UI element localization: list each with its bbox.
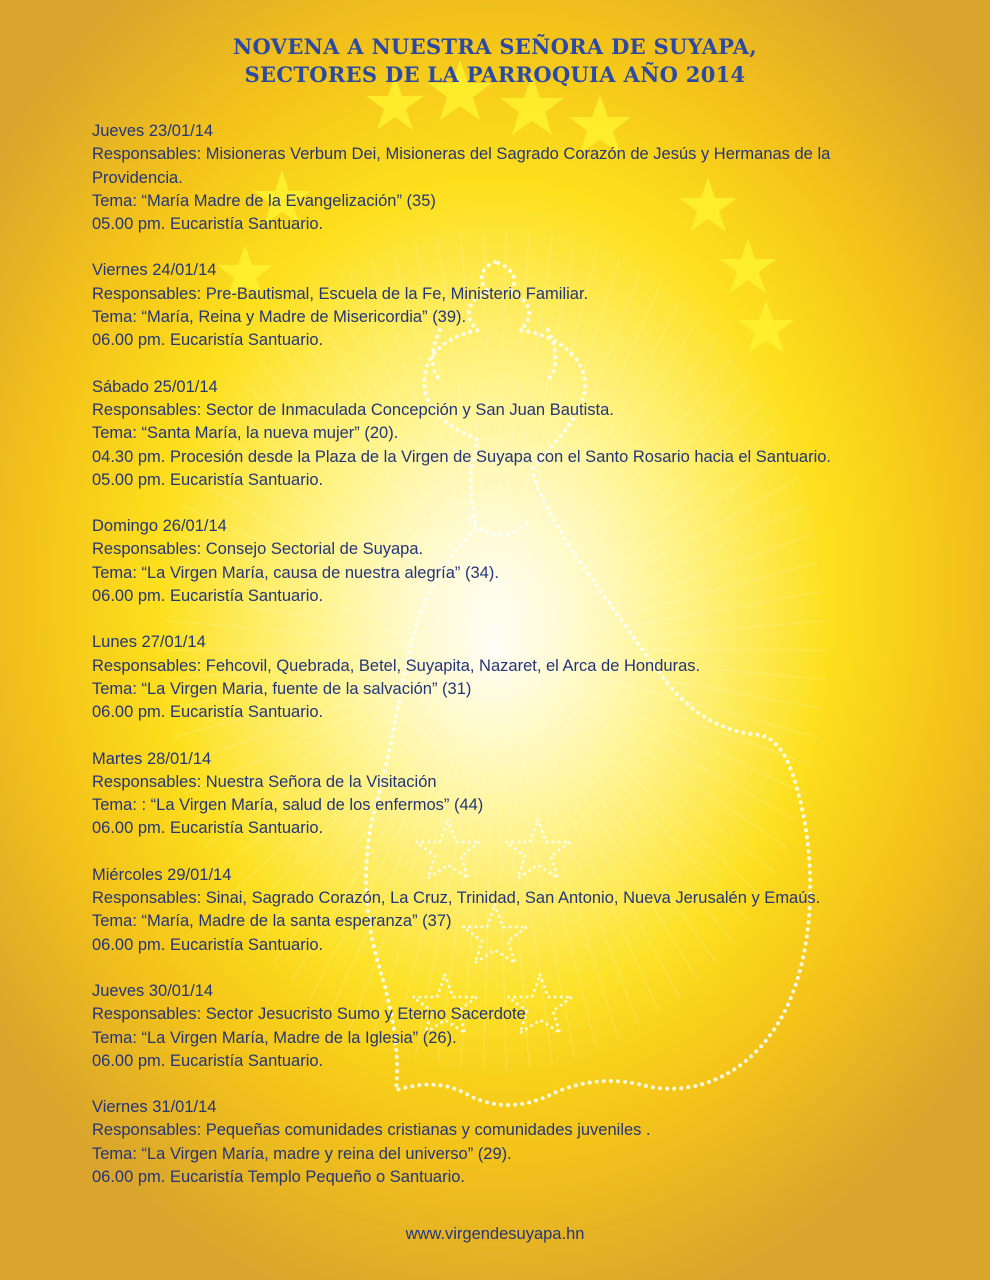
entry-line: Tema: “María Madre de la Evangelización” (35) (92, 191, 436, 210)
entry-line: Tema: “La Virgen María, Madre de la Iglesia” (26). (92, 1028, 457, 1047)
schedule-entry (92, 515, 912, 608)
entry-date: Jueves 23/01/14 (92, 122, 214, 140)
entry-line: Tema: “La Virgen María, madre y reina del universo” (29). (92, 1144, 512, 1163)
entry-line: 06.00 pm. Eucaristía Templo Pequeño o Santuario. (92, 1167, 466, 1186)
entry-line: Responsables: Sector de Inmaculada Concepción y San Juan Bautista. (92, 400, 614, 419)
title-line-1: NOVENA A NUESTRA SEÑORA DE SUYAPA, (233, 34, 757, 59)
entry-date: Viernes 31/01/14 (92, 1098, 217, 1117)
entry-line: Tema: “María, Reina y Madre de Misericordia” (39). (92, 308, 467, 327)
entry-line: 06.00 pm. Eucaristía Santuario. (92, 935, 324, 954)
schedule-entry (92, 980, 912, 1073)
entry-line: 06.00 pm. Eucaristía Santuario. (92, 587, 324, 606)
entry-line: Responsables: Sinai, Sagrado Corazón, La Cruz, Trinidad, San Antonio, Nueva Jerusalén y Emaús. (92, 889, 821, 908)
entry-date: Sábado 25/01/14 (92, 377, 218, 396)
schedule-entry (92, 864, 912, 957)
entry-line: Providencia. (92, 168, 183, 187)
entry-line: 06.00 pm. Eucaristía Santuario. (92, 819, 324, 838)
schedule-entry (92, 259, 912, 352)
entry-line: Responsables: Misioneras Verbum Dei, Misioneras del Sagrado Corazón de Jesús y Hermanas de la (92, 145, 831, 164)
entry-line: 05.00 pm. Eucaristía Santuario. (92, 470, 324, 489)
novena-schedule (92, 120, 912, 1212)
entry-date: Martes 28/01/14 (92, 749, 212, 768)
entry-line: Responsables: Consejo Sectorial de Suyapa. (92, 540, 424, 559)
entry-line: Responsables: Fehcovil, Quebrada, Betel, Suyapita, Nazaret, el Arca de Honduras. (92, 656, 701, 675)
entry-line: 06.00 pm. Eucaristía Santuario. (92, 331, 324, 350)
title-line-2: SECTORES DE LA PARROQUIA AÑO 2014 (244, 62, 746, 87)
entry-line: 06.00 pm. Eucaristía Santuario. (92, 703, 324, 722)
entry-line: Responsables: Nuestra Señora de la Visitación (92, 772, 437, 791)
entry-line: Tema: : “La Virgen María, salud de los enfermos” (44) (92, 796, 484, 815)
entry-line: 04.30 pm. Procesión desde la Plaza de la Virgen de Suyapa con el Santo Rosario hacia el Santuario. (92, 447, 832, 466)
entry-line: 06.00 pm. Eucaristía Santuario. (92, 1051, 324, 1070)
schedule-entry (92, 631, 912, 724)
entry-line: Responsables: Pequeñas comunidades cristianas y comunidades juveniles . (92, 1121, 651, 1140)
entry-date: Domingo 26/01/14 (92, 517, 227, 536)
entry-line: Tema: “La Virgen María, causa de nuestra alegría” (34). (92, 563, 499, 582)
entry-date: Jueves 30/01/14 (92, 981, 214, 1000)
schedule-entry (92, 748, 912, 841)
entry-line: Tema: “Santa María, la nueva mujer” (20). (92, 424, 399, 443)
entry-date: Lunes 27/01/14 (92, 633, 206, 652)
entry-date: Miércoles 29/01/14 (92, 865, 232, 884)
entry-line: Responsables: Sector Jesucristo Sumo y Eterno Sacerdote (92, 1005, 526, 1024)
entry-date: Viernes 24/01/14 (92, 261, 217, 280)
document-title (0, 33, 990, 89)
schedule-entry (92, 120, 912, 236)
website-link[interactable]: www.virgendesuyapa.hn (405, 1225, 585, 1243)
entry-line: Tema: “La Virgen Maria, fuente de la salvación” (31) (92, 679, 472, 698)
entry-line: Tema: “María, Madre de la santa esperanza” (37) (92, 912, 452, 931)
schedule-entry (92, 1096, 912, 1189)
entry-line: Responsables: Pre-Bautismal, Escuela de la Fe, Ministerio Familiar. (92, 284, 589, 303)
schedule-entry (92, 376, 912, 492)
entry-line: 05.00 pm. Eucaristía Santuario. (92, 215, 324, 234)
